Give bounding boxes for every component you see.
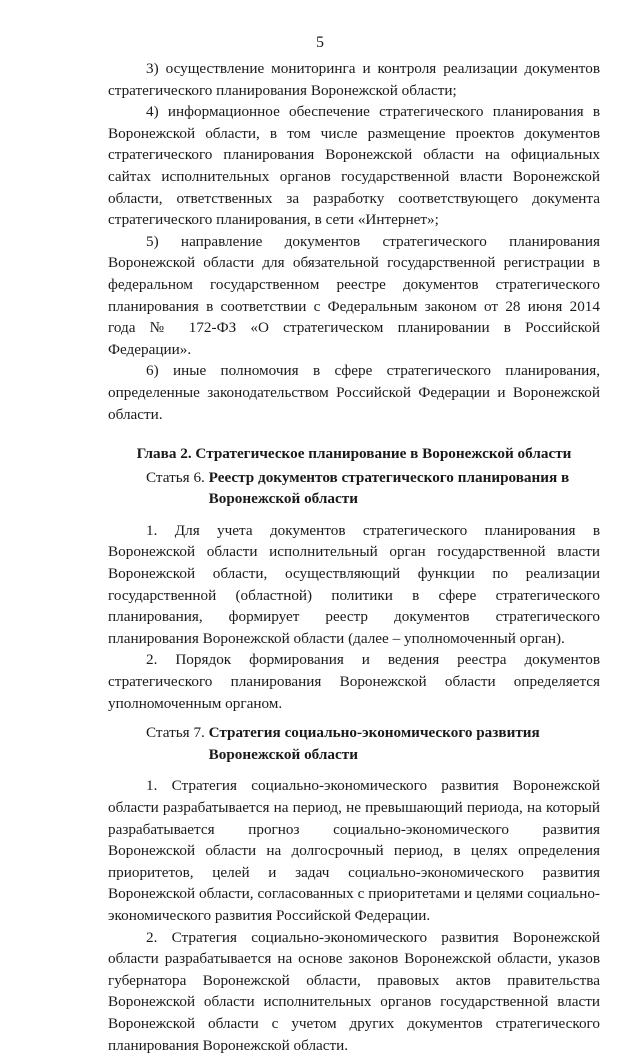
article-7-heading bbox=[108, 722, 600, 765]
article-7-title-line1: Стратегия социально-экономического развития bbox=[208, 724, 540, 742]
list-item-5: 5) направление документов стратегического планирования Воронежской области для обязательной государственной регистрации в федеральном государственном реестре документов стратегического планирования в соответствии с Федеральным законом от 28 июня 2014 года № 172-ФЗ «О стратегическом планировании в Российской Федерации». bbox=[108, 232, 600, 358]
article-6-number: Статья 6. bbox=[146, 468, 209, 486]
article-6-paragraph-1: 1. Для учета документов стратегического планирования в Воронежской области исполнительный орган государственной власти Воронежской области, осуществляющий функции по реализации государственной (областной) политики в сфере стратегического планирования, формирует реестр документов стратегического планирования Воронежской области (далее – уполномоченный орган). bbox=[108, 521, 600, 647]
chapter-title: Глава 2. Стратегическое планирование в Воронежской области bbox=[136, 445, 572, 463]
article-7-paragraph-1: 1. Стратегия социально-экономического развития Воронежской области разрабатывается на период, не превышающий периода, на который разрабатывается прогноз социально-экономического развития Воронежской области на долгосрочный период, в целях определения приоритетов, целей и задач социально-экономического развития Воронежской области, согласованных с приоритетами и целями социально-экономического развития Российской Федерации. bbox=[108, 777, 600, 924]
article-6-heading bbox=[108, 467, 600, 510]
list-item-4: 4) информационное обеспечение стратегического планирования в Воронежской области, в том числе размещение проектов документов стратегического планирования Воронежской области на официальных сайтах исполнительных органов государственной власти Воронежской области, ответственных за разработку соответствующего документа стратегического планирования, в сети «Интернет»; bbox=[108, 103, 600, 229]
article-6-title-line2: Воронежской области bbox=[208, 490, 358, 508]
page-number: 5 bbox=[316, 34, 324, 51]
article-7-number: Статья 7. bbox=[146, 724, 209, 742]
article-7-title-line2: Воронежской области bbox=[208, 745, 358, 763]
list-item-6: 6) иные полномочия в сфере стратегического планирования, определенные законодательством Российской Федерации и Воронежской области. bbox=[108, 362, 600, 423]
article-6-paragraph-2: 2. Порядок формирования и ведения реестра документов стратегического планирования Воронежской области определяется уполномоченным органом. bbox=[108, 651, 600, 712]
article-6-title-line1: Реестр документов стратегического планирования в bbox=[208, 468, 570, 486]
document-body bbox=[108, 58, 600, 1056]
article-7-paragraph-2: 2. Стратегия социально-экономического развития Воронежской области разрабатывается на основе законов Воронежской области, указов губернатора Воронежской области, правовых актов правительства Воронежской области исполнительных органов государственной власти Воронежской области с учетом других документов стратегического планирования Воронежской области. bbox=[108, 928, 600, 1054]
list-item-3: 3) осуществление мониторинга и контроля реализации документов стратегического планирования Воронежской области; bbox=[108, 60, 600, 99]
